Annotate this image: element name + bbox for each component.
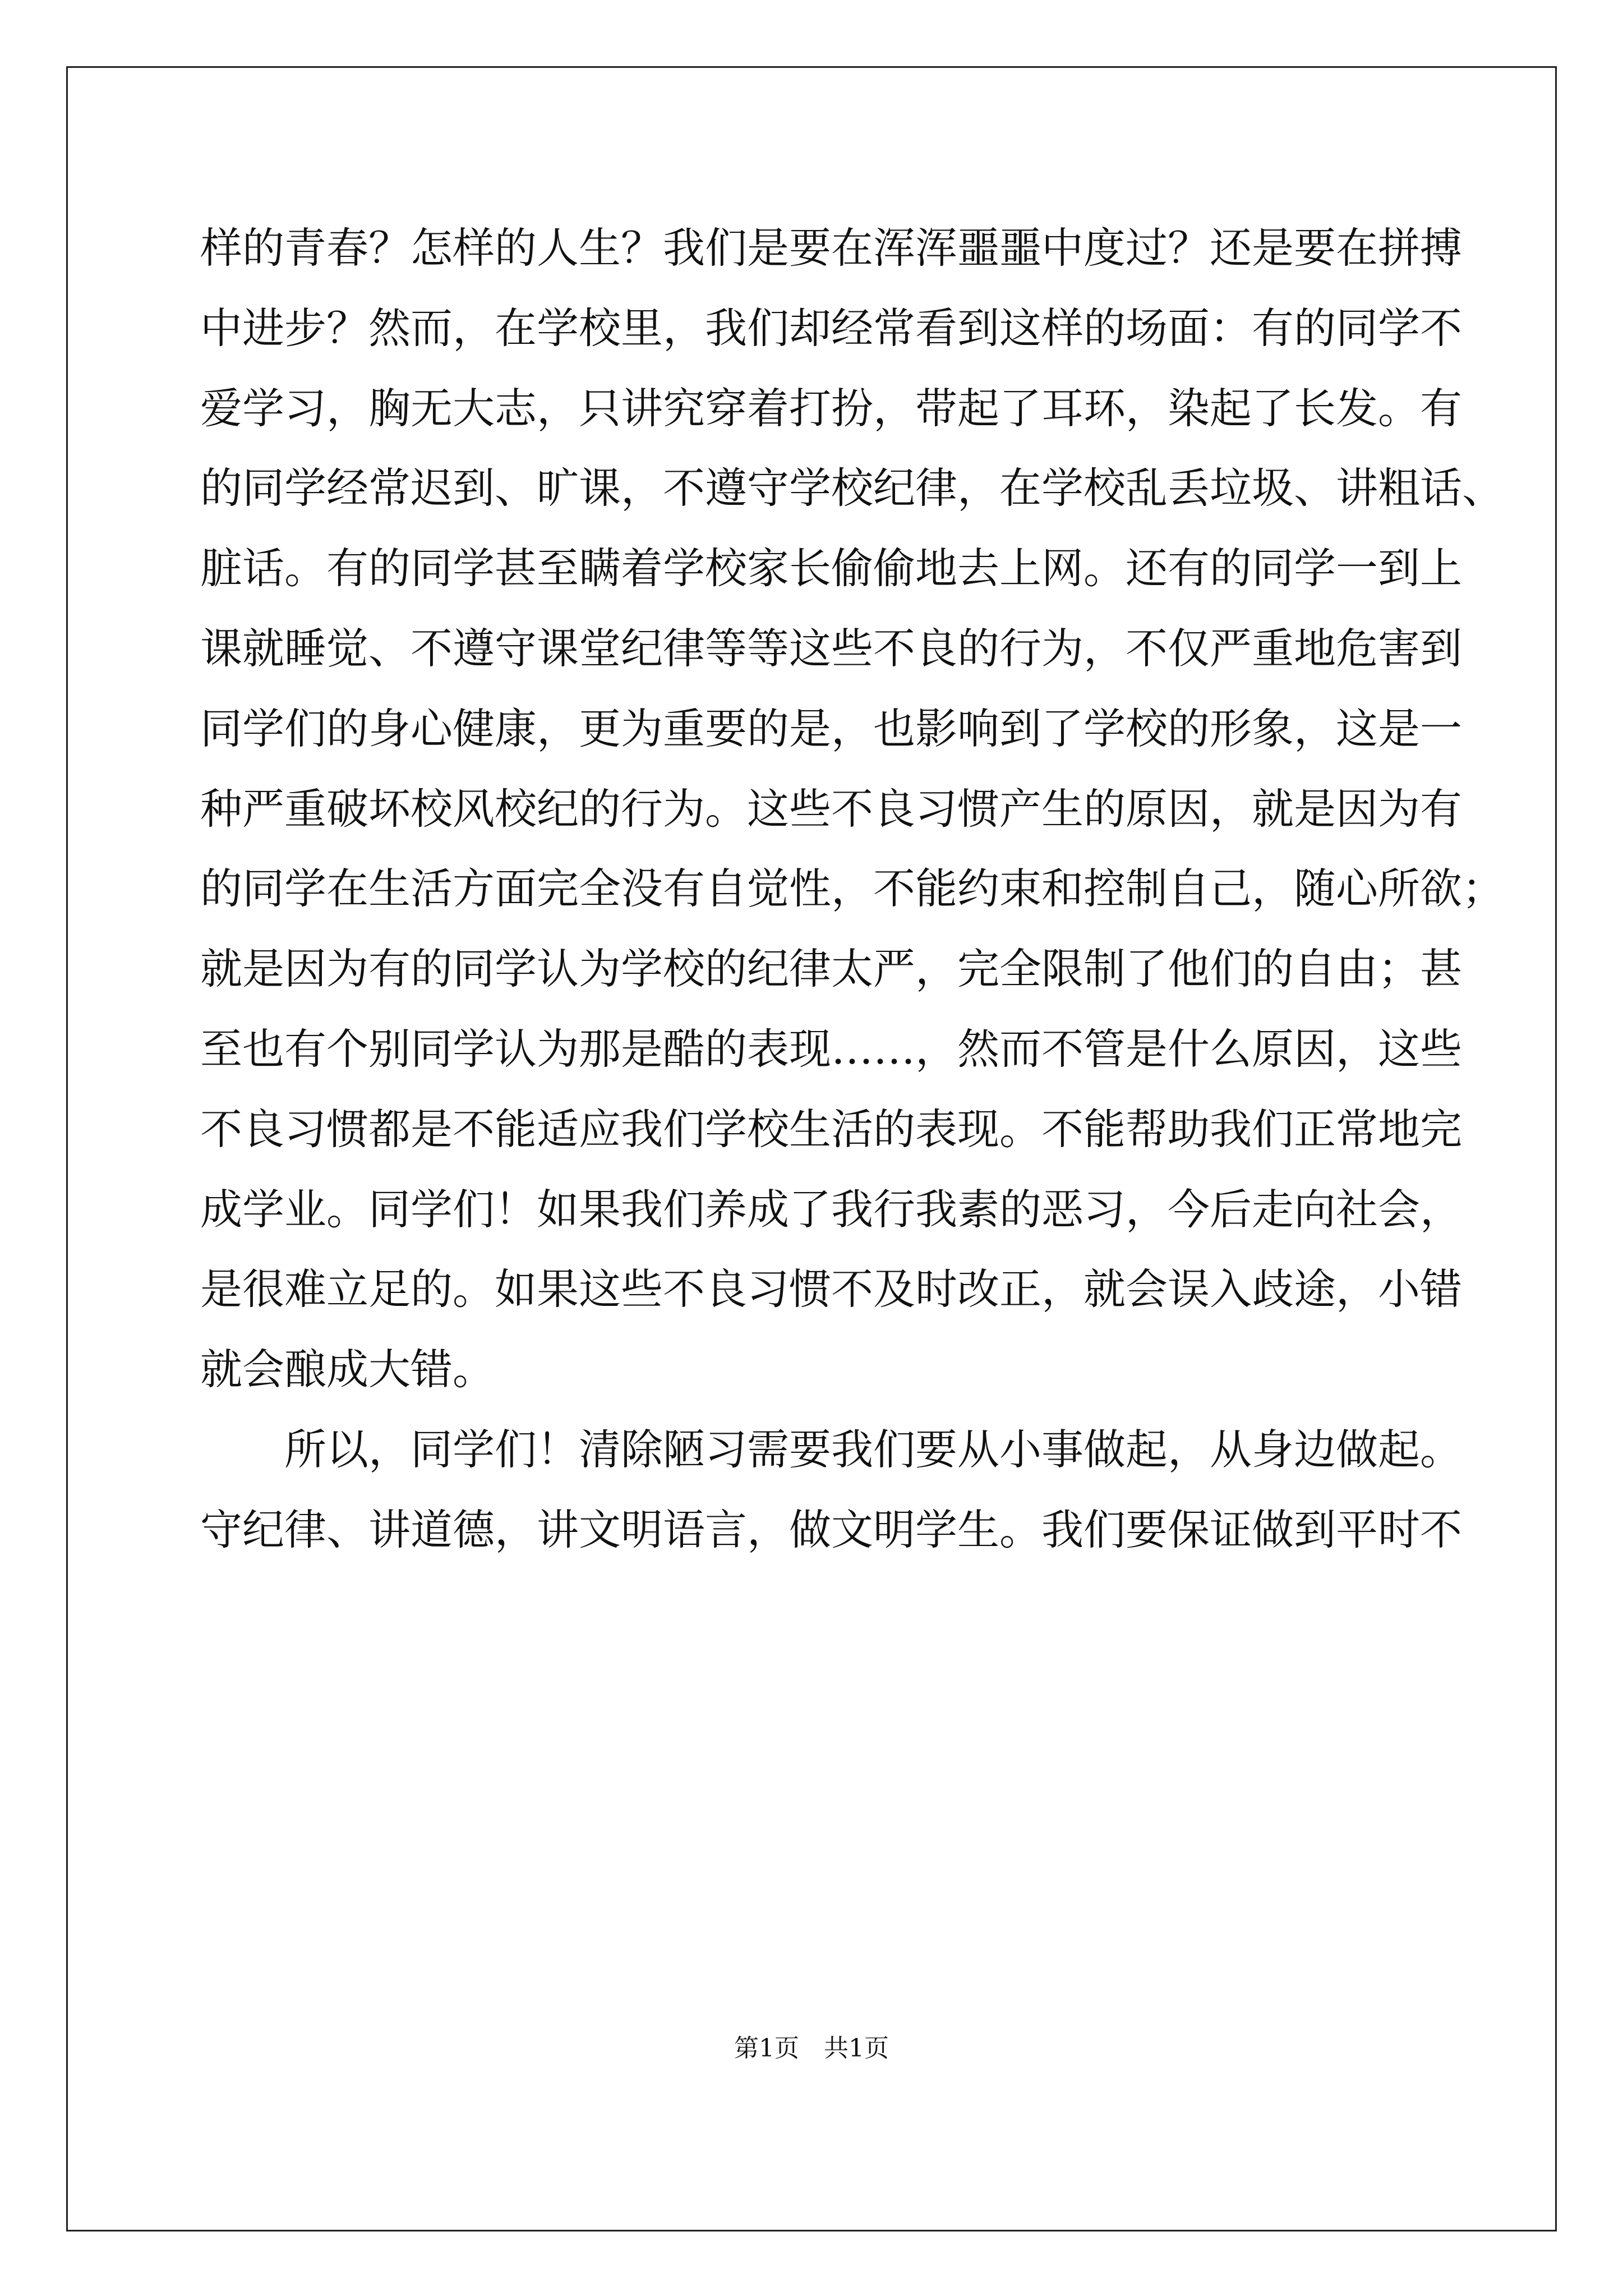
page-number-footer: 第1页 共1页 bbox=[734, 2034, 889, 2063]
text-line: 成学业。同学们！如果我们养成了我行我素的恶习，今后走向社会， bbox=[200, 1185, 1463, 1234]
text-line: 不良习惯都是不能适应我们学校生活的表现。不能帮助我们正常地完 bbox=[200, 1105, 1463, 1154]
text-line: 样的青春？怎样的人生？我们是要在浑浑噩噩中度过？还是要在拼搏 bbox=[200, 223, 1463, 273]
text-line: 就会酿成大错。 bbox=[200, 1345, 495, 1394]
text-line: 至也有个别同学认为那是酷的表现……，然而不管是什么原因，这些 bbox=[200, 1024, 1463, 1074]
text-line: 课就睡觉、不遵守课堂纪律等等这些不良的行为，不仅严重地危害到 bbox=[200, 624, 1463, 673]
text-line: 所以，同学们！清除陋习需要我们要从小事做起，从身边做起。 bbox=[200, 1425, 1463, 1474]
text-line: 爱学习，胸无大志，只讲究穿着打扮，带起了耳环，染起了长发。有 bbox=[200, 384, 1463, 433]
text-line: 守纪律、讲道德，讲文明语言，做文明学生。我们要保证做到平时不 bbox=[200, 1505, 1463, 1554]
text-line: 同学们的身心健康，更为重要的是，也影响到了学校的形象，这是一 bbox=[200, 704, 1463, 753]
text-line: 的同学经常迟到、旷课，不遵守学校纪律，在学校乱丢垃圾、讲粗话、 bbox=[200, 463, 1505, 513]
text-line: 中进步？然而，在学校里，我们却经常看到这样的场面：有的同学不 bbox=[200, 303, 1463, 353]
text-line: 是很难立足的。如果这些不良习惯不及时改正，就会误入歧途，小错 bbox=[200, 1264, 1463, 1314]
text-line: 就是因为有的同学认为学校的纪律太严，完全限制了他们的自由；甚 bbox=[200, 944, 1463, 993]
text-line: 脏话。有的同学甚至瞒着学校家长偷偷地去上网。还有的同学一到上 bbox=[200, 544, 1463, 593]
text-line: 的同学在生活方面完全没有自觉性，不能约束和控制自己，随心所欲； bbox=[200, 864, 1505, 913]
text-line: 种严重破坏校风校纪的行为。这些不良习惯产生的原因，就是因为有 bbox=[200, 784, 1463, 834]
